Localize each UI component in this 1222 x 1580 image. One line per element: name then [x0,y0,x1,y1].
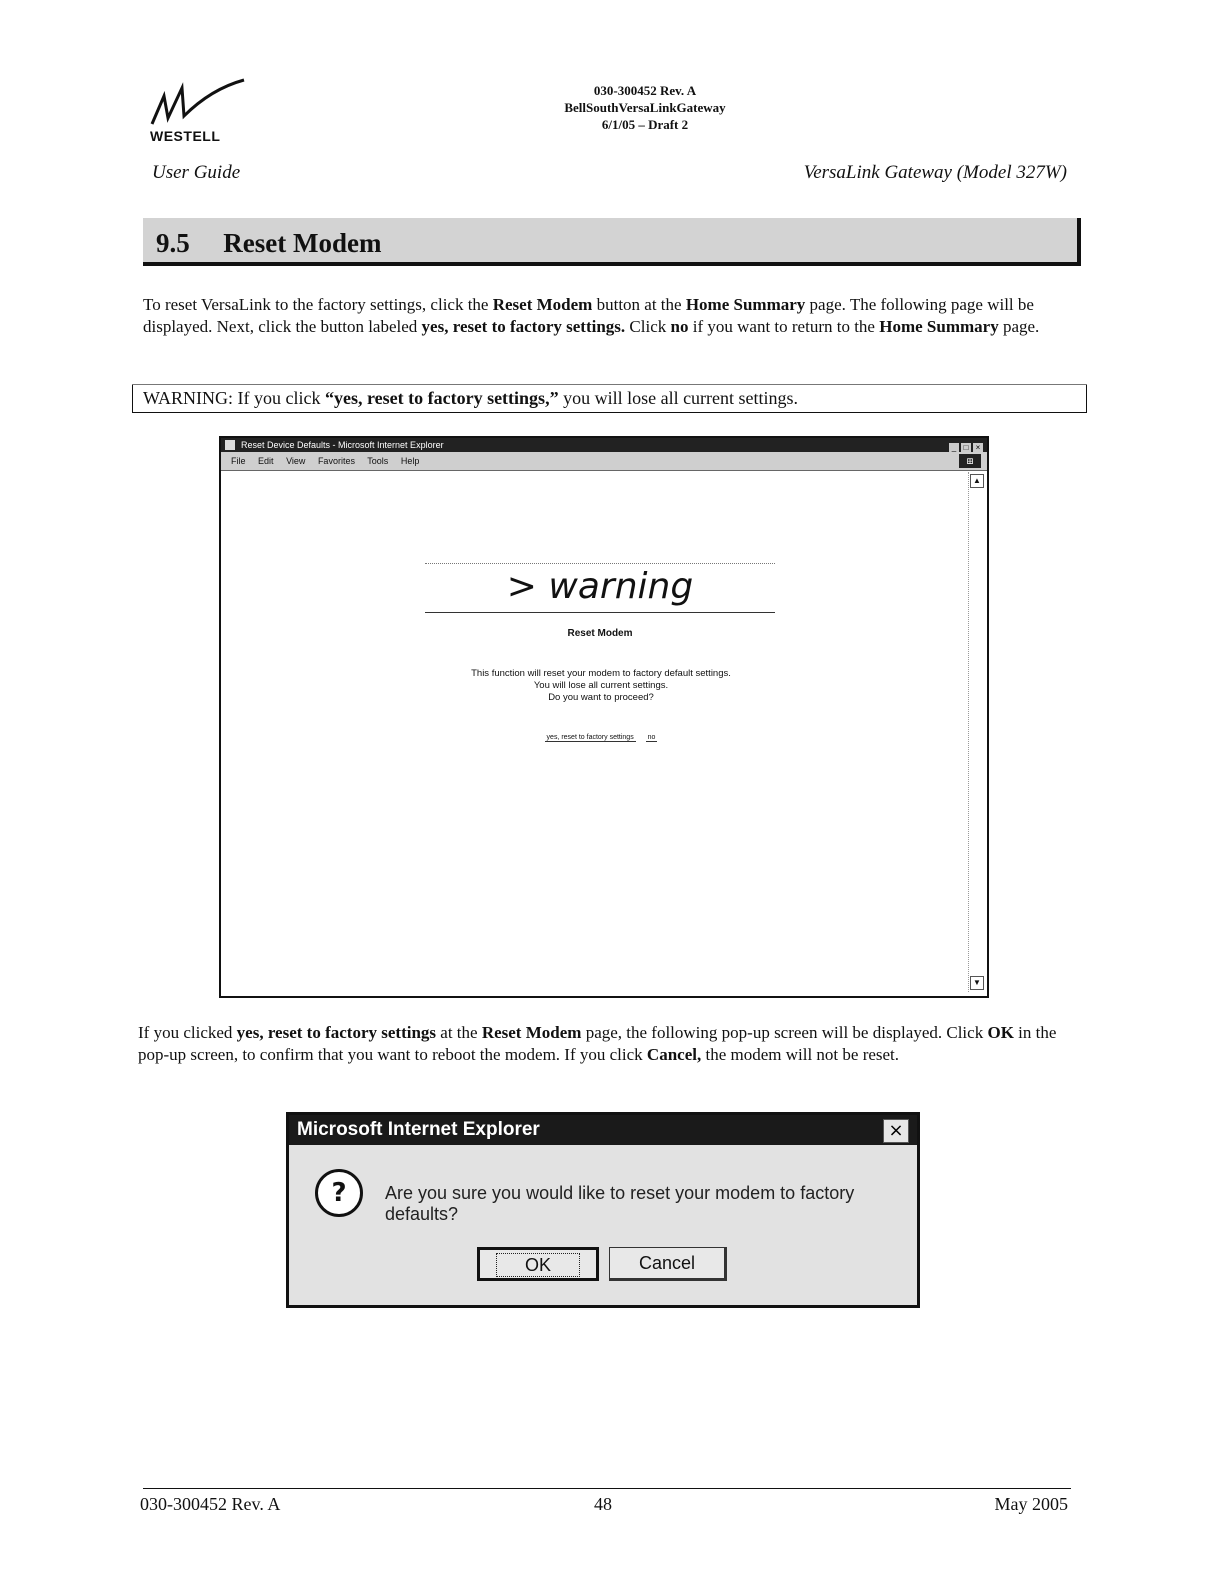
text: if you want to return to the [688,317,880,336]
yes-reset-button[interactable]: yes, reset to factory settings [546,734,634,741]
maximize-icon[interactable]: □ [961,443,971,452]
cancel-button[interactable]: Cancel [609,1247,727,1281]
text: page. [998,317,1040,336]
close-icon[interactable]: × [973,443,983,452]
text: the modem will not be reset. [701,1045,900,1064]
text: at the [436,1023,482,1042]
menu-file[interactable]: File [231,456,246,466]
menu-tools[interactable]: Tools [367,456,389,466]
text: To reset VersaLink to the factory settings, click the [143,295,493,314]
footer-rule [143,1488,1071,1489]
windows-logo-icon: ⊞ [959,454,981,468]
confirm-dialog [286,1112,920,1308]
text: If you clicked [138,1023,237,1042]
menu-edit[interactable]: Edit [258,456,274,466]
bold-text: Home Summary [879,317,999,336]
question-icon: ? [315,1169,363,1217]
westell-logo-mark-icon [142,78,262,128]
message-line: You will lose all current settings. [533,680,669,691]
dialog-message: Are you sure you would like to reset your modem to factory defaults? [385,1183,855,1224]
warning-heading: > warning [506,566,694,607]
no-button[interactable]: no [647,734,656,741]
page-number: 48 [594,1494,612,1514]
right-running-title: VersaLink Gateway (Model 327W) [803,162,1067,183]
ie-icon [225,440,235,450]
bold-text: Home Summary [685,295,806,314]
section-title: Reset Modem [223,228,382,258]
menu-help[interactable]: Help [400,456,420,466]
warning-underline [425,612,775,613]
bold-text: Cancel, [646,1045,702,1064]
section-number: 9.5 [156,228,190,258]
doc-number: 030-300452 Rev. A [593,83,697,98]
bold-text: OK [987,1023,1014,1042]
text: Click [625,317,671,336]
reset-buttons [371,734,831,742]
message-line: Do you want to proceed? [548,692,654,703]
browser-title: Reset Device Defaults - Microsoft Internet Explorer [241,440,444,450]
menu-view[interactable]: View [286,456,306,466]
warning-box [132,385,1087,413]
menu-favorites[interactable]: Favorites [317,456,355,466]
dialog-close-icon[interactable]: × [883,1119,909,1143]
section-heading [156,228,381,259]
text: you will lose all current settings. [558,388,799,408]
dialog-title: Microsoft Internet Explorer [289,1115,917,1145]
bold-text: Reset Modem [492,295,593,314]
text: WARNING: If you click [143,388,325,408]
text: page, the following pop-up screen will be displayed. Click [581,1023,988,1042]
browser-window [219,436,989,998]
vertical-scrollbar[interactable] [968,472,983,992]
doc-name: BellSouthVersaLinkGateway [564,100,726,115]
bold-text: Reset Modem [481,1023,582,1042]
minimize-icon[interactable]: _ [949,443,959,452]
intro-paragraph [143,294,1078,338]
ok-button[interactable] [477,1247,599,1281]
logo-text: WESTELL [150,128,221,144]
bold-text: no [670,317,689,336]
ok-label: OK [496,1253,580,1277]
document-header [480,82,810,133]
bold-text: yes, reset to factory settings [236,1023,437,1042]
browser-menu-bar [221,452,987,471]
message-line: This function will reset your modem to factory default settings. [471,668,731,679]
popup-paragraph [138,1022,1078,1066]
scroll-up-icon[interactable]: ▲ [970,474,984,488]
footer-doc-number: 030-300452 Rev. A [140,1494,281,1514]
bold-text: yes, reset to factory settings. [421,317,626,336]
text: in the pop-up screen, to confirm that you want to reboot the modem. If you click [138,1023,1057,1064]
scroll-down-icon[interactable]: ▼ [970,976,984,990]
bold-text: “yes, reset to factory settings,” [324,388,559,408]
warning-top-rule [425,563,775,564]
reset-modem-subheading: Reset Modem [567,628,633,639]
text: button at the [592,295,686,314]
doc-date: 6/1/05 – Draft 2 [601,117,689,132]
footer-date: May 2005 [994,1494,1068,1514]
browser-title-bar [221,438,987,452]
reset-message [371,668,831,704]
text: page. The following page will be displayed. Next, click the button labeled [143,295,1034,336]
left-running-title: User Guide [152,162,241,183]
